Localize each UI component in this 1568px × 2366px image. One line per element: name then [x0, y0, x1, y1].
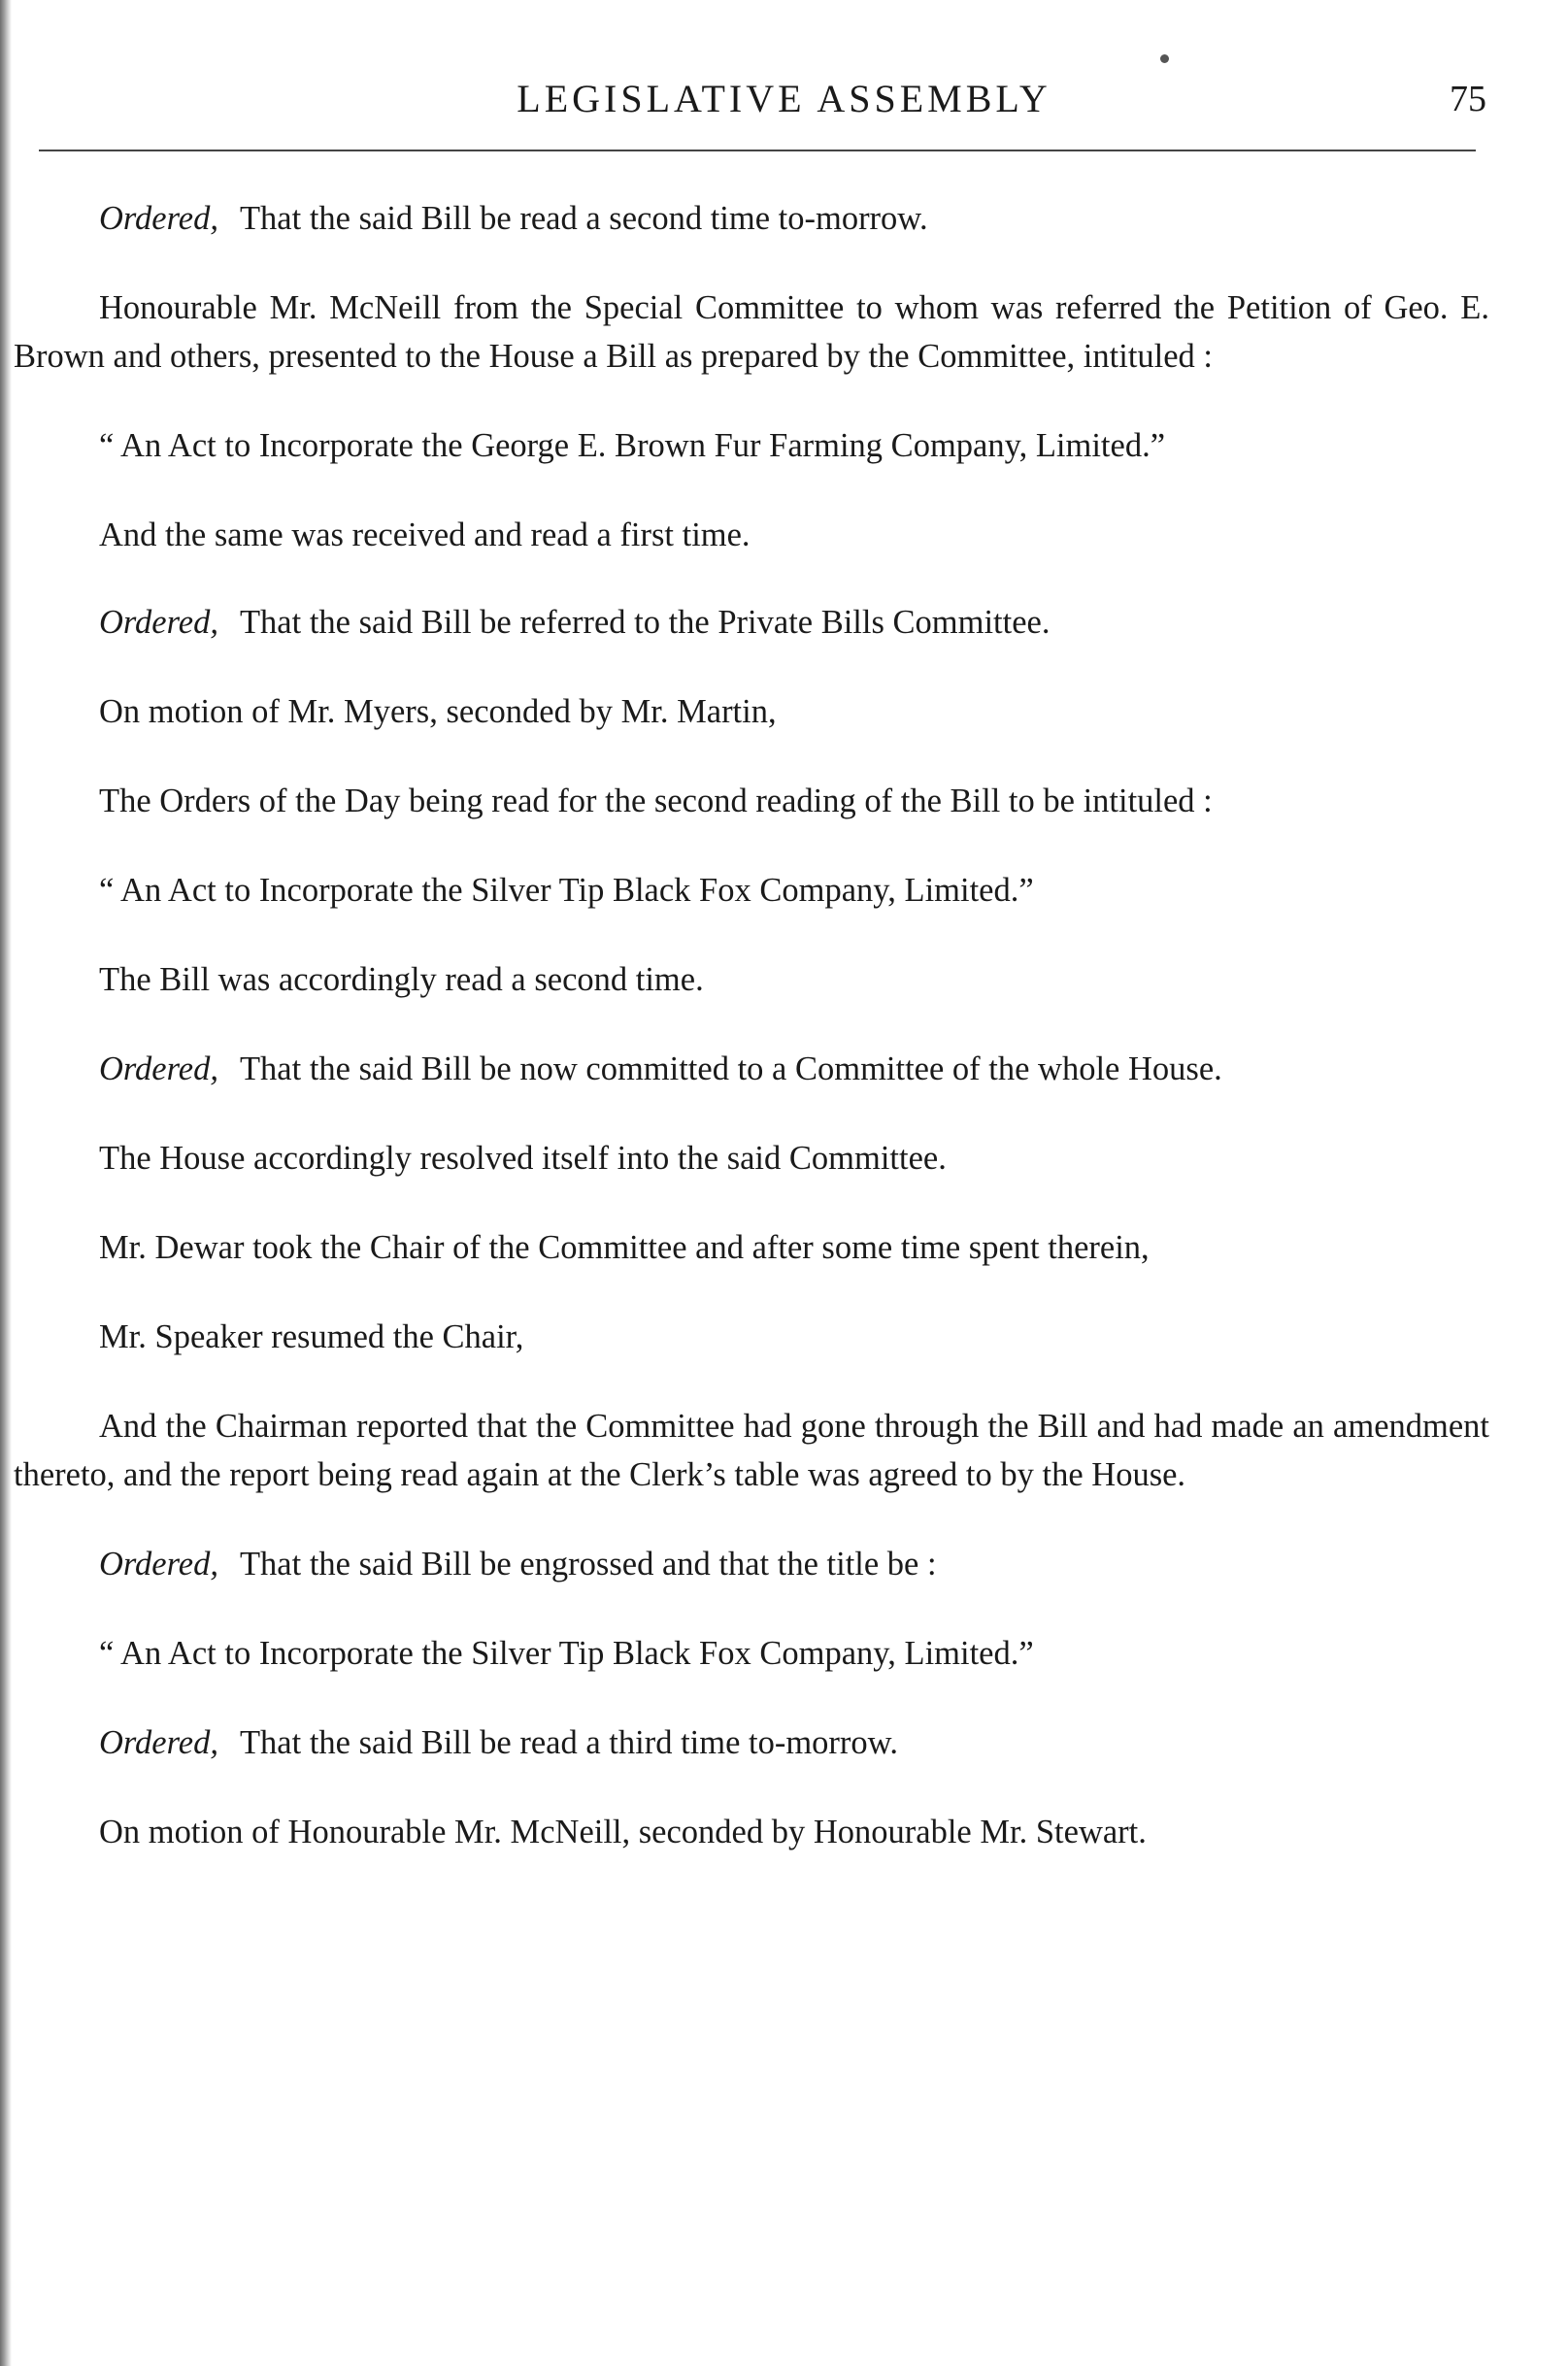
paragraph-bill-title-brown [14, 421, 1489, 470]
paragraph-motion-mcneill [14, 1808, 1489, 1856]
paragraph-second-reading-done [14, 955, 1489, 1004]
paragraph-ordered-engrossed [14, 1540, 1489, 1588]
paragraph-text: That the said Bill be read a second time to-morrow. [239, 200, 928, 237]
ordered-label: Ordered, [99, 200, 218, 237]
paragraph-text: Honourable Mr. McNeill from the Special Committee to whom was referred the Petition of Geo. E. Brown and others, presented to the House a Bill as prepared by the Committee, intituled : [14, 289, 1489, 375]
ordered-label: Ordered, [99, 604, 218, 641]
ordered-label: Ordered, [99, 1724, 218, 1761]
paragraph-text: On motion of Honourable Mr. McNeill, seconded by Honourable Mr. Stewart. [99, 1814, 1147, 1850]
paragraph-text: On motion of Mr. Myers, seconded by Mr. Martin, [99, 693, 777, 730]
paragraph-committee-report [14, 283, 1489, 381]
paragraph-dewar-chair [14, 1223, 1489, 1272]
paragraph-ordered-second-reading [14, 194, 1489, 243]
paragraph-text: The Orders of the Day being read for the second reading of the Bill to be intituled : [99, 783, 1213, 819]
paragraph-bill-title-engrossed [14, 1629, 1489, 1678]
paragraph-orders-of-day [14, 777, 1489, 825]
paragraph-text: Mr. Dewar took the Chair of the Committee and after some time spent therein, [99, 1229, 1150, 1266]
paragraph-ordered-private-bills [14, 598, 1489, 647]
paragraph-bill-title-silver-tip [14, 866, 1489, 915]
paragraph-house-resolved [14, 1134, 1489, 1183]
paragraph-text: “ An Act to Incorporate the Silver Tip Black Fox Company, Limited.” [99, 1635, 1034, 1672]
paragraph-chairman-reported [14, 1402, 1489, 1499]
page-header [0, 70, 1568, 128]
paragraph-text: That the said Bill be read a third time to-morrow. [239, 1724, 898, 1761]
running-head-title: LEGISLATIVE ASSEMBLY [517, 77, 1051, 120]
paragraph-text: That the said Bill be now committed to a Committee of the whole House. [239, 1050, 1222, 1087]
paragraph-motion-myers [14, 687, 1489, 736]
ordered-label: Ordered, [99, 1546, 218, 1583]
paragraph-text: And the same was received and read a first time. [99, 517, 751, 553]
paragraph-text: “ An Act to Incorporate the George E. Brown Fur Farming Company, Limited.” [99, 427, 1166, 464]
ink-speck [1160, 54, 1169, 63]
paragraph-ordered-committed [14, 1045, 1489, 1093]
paragraph-text: “ An Act to Incorporate the Silver Tip Black Fox Company, Limited.” [99, 872, 1034, 909]
paragraph-text: And the Chairman reported that the Committee had gone through the Bill and had made an amendment thereto, and the report being read again at the Clerk’s table was agreed to by the House. [14, 1408, 1489, 1493]
paragraph-first-reading [14, 511, 1489, 559]
journal-body [14, 194, 1489, 1897]
paragraph-text: That the said Bill be referred to the Private Bills Committee. [239, 604, 1051, 641]
paragraph-speaker-resumed [14, 1313, 1489, 1361]
header-rule [39, 150, 1476, 151]
paragraph-text: Mr. Speaker resumed the Chair, [99, 1318, 524, 1355]
paragraph-text: The House accordingly resolved itself into the said Committee. [99, 1140, 947, 1177]
page-number: 75 [1450, 79, 1486, 119]
ordered-label: Ordered, [99, 1050, 218, 1087]
paragraph-ordered-third-reading [14, 1718, 1489, 1767]
scan-edge-shadow [0, 0, 12, 2366]
paragraph-text: The Bill was accordingly read a second time. [99, 961, 704, 998]
paragraph-text: That the said Bill be engrossed and that the title be : [239, 1546, 937, 1583]
